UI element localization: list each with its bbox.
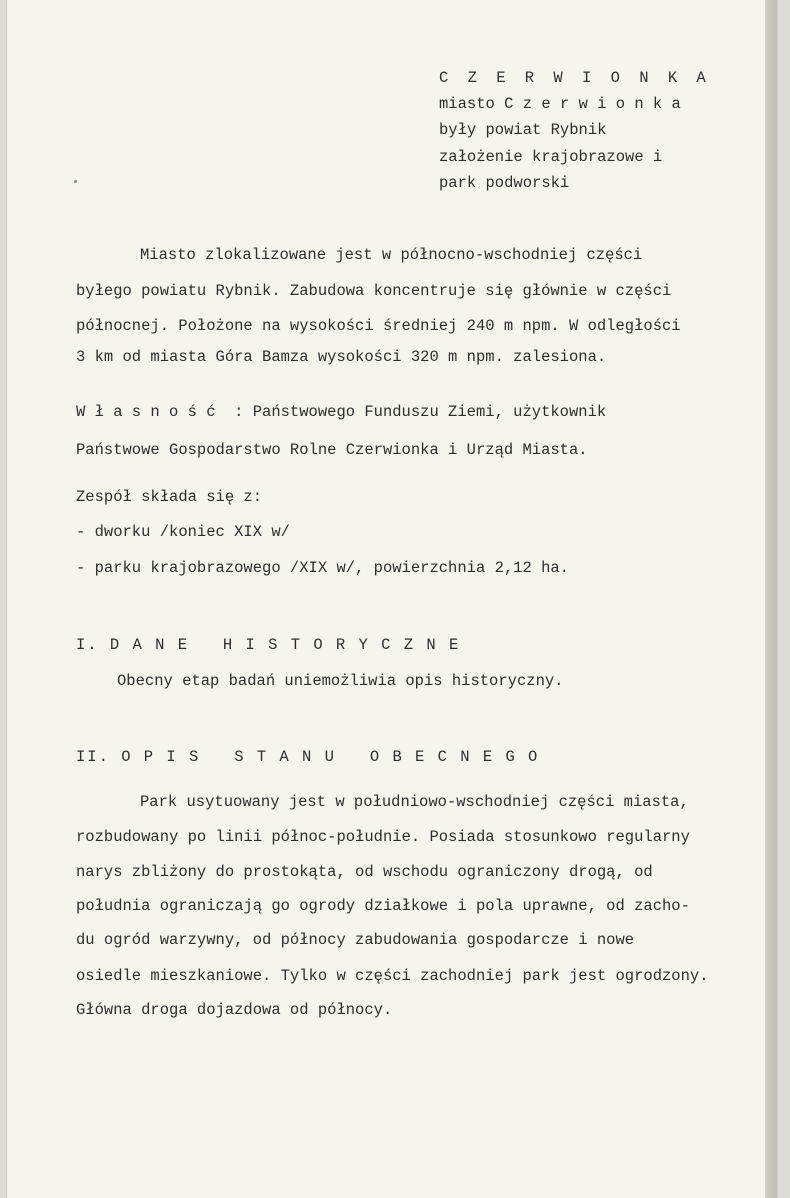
section-1-text: Obecny etap badań uniemożliwia opis historyczny.: [117, 672, 564, 690]
section-1-heading: I. D A N E H I S T O R Y C Z N E: [76, 636, 461, 654]
header-district: były powiat Rybnik: [439, 121, 607, 139]
stray-mark: [74, 180, 77, 183]
ensemble-heading: Zespół składa się z:: [76, 488, 263, 506]
header-title: C Z E R W I O N K A: [439, 69, 711, 87]
header-city: miasto C z e r w i o n k a: [439, 95, 681, 113]
section-2-line-3: narys zbliżony do prostokąta, od wschodu ograniczony drogą, od: [76, 863, 653, 881]
header-type-line1: założenie krajobrazowe i: [439, 148, 663, 166]
ensemble-item-2: - parku krajobrazowego /XIX w/, powierzchnia 2,12 ha.: [76, 559, 569, 577]
page-edge: [765, 0, 777, 1198]
ownership-line-2: Państwowe Gospodarstwo Rolne Czerwionka i Urząd Miasta.: [76, 441, 588, 459]
section-2-line-5: du ogród warzywny, od północy zabudowania gospodarcze i nowe: [76, 931, 635, 949]
intro-line-3: północnej. Położone na wysokości średniej 240 m npm. W odległości: [76, 317, 681, 335]
section-2-line-7: Główna droga dojazdowa od północy.: [76, 1001, 393, 1019]
section-2-line-1: Park usytuowany jest w południowo-wschodniej części miasta,: [140, 793, 689, 811]
section-2-heading: II. O P I S S T A N U O B E C N E G O: [76, 748, 540, 766]
ownership-line-1: W ł a s n o ś ć : Państwowego Funduszu Ziemi, użytkownik: [76, 403, 607, 421]
intro-line-4: 3 km od miasta Góra Bamza wysokości 320 m npm. zalesiona.: [76, 348, 607, 366]
ensemble-item-1: - dworku /koniec XIX w/: [76, 523, 290, 541]
header-type-line2: park podworski: [439, 174, 570, 192]
section-2-line-2: rozbudowany po linii północ-południe. Posiada stosunkowo regularny: [76, 828, 690, 846]
intro-line-2: byłego powiatu Rybnik. Zabudowa koncentruje się głównie w części: [76, 282, 672, 300]
document-page: [6, 0, 778, 1198]
section-2-line-4: południa ograniczają go ogrody działkowe i pola uprawne, od zacho-: [76, 897, 690, 915]
section-2-line-6: osiedle mieszkaniowe. Tylko w części zachodniej park jest ogrodzony.: [76, 967, 709, 985]
intro-line-1: Miasto zlokalizowane jest w północno-wschodniej części: [140, 246, 643, 264]
